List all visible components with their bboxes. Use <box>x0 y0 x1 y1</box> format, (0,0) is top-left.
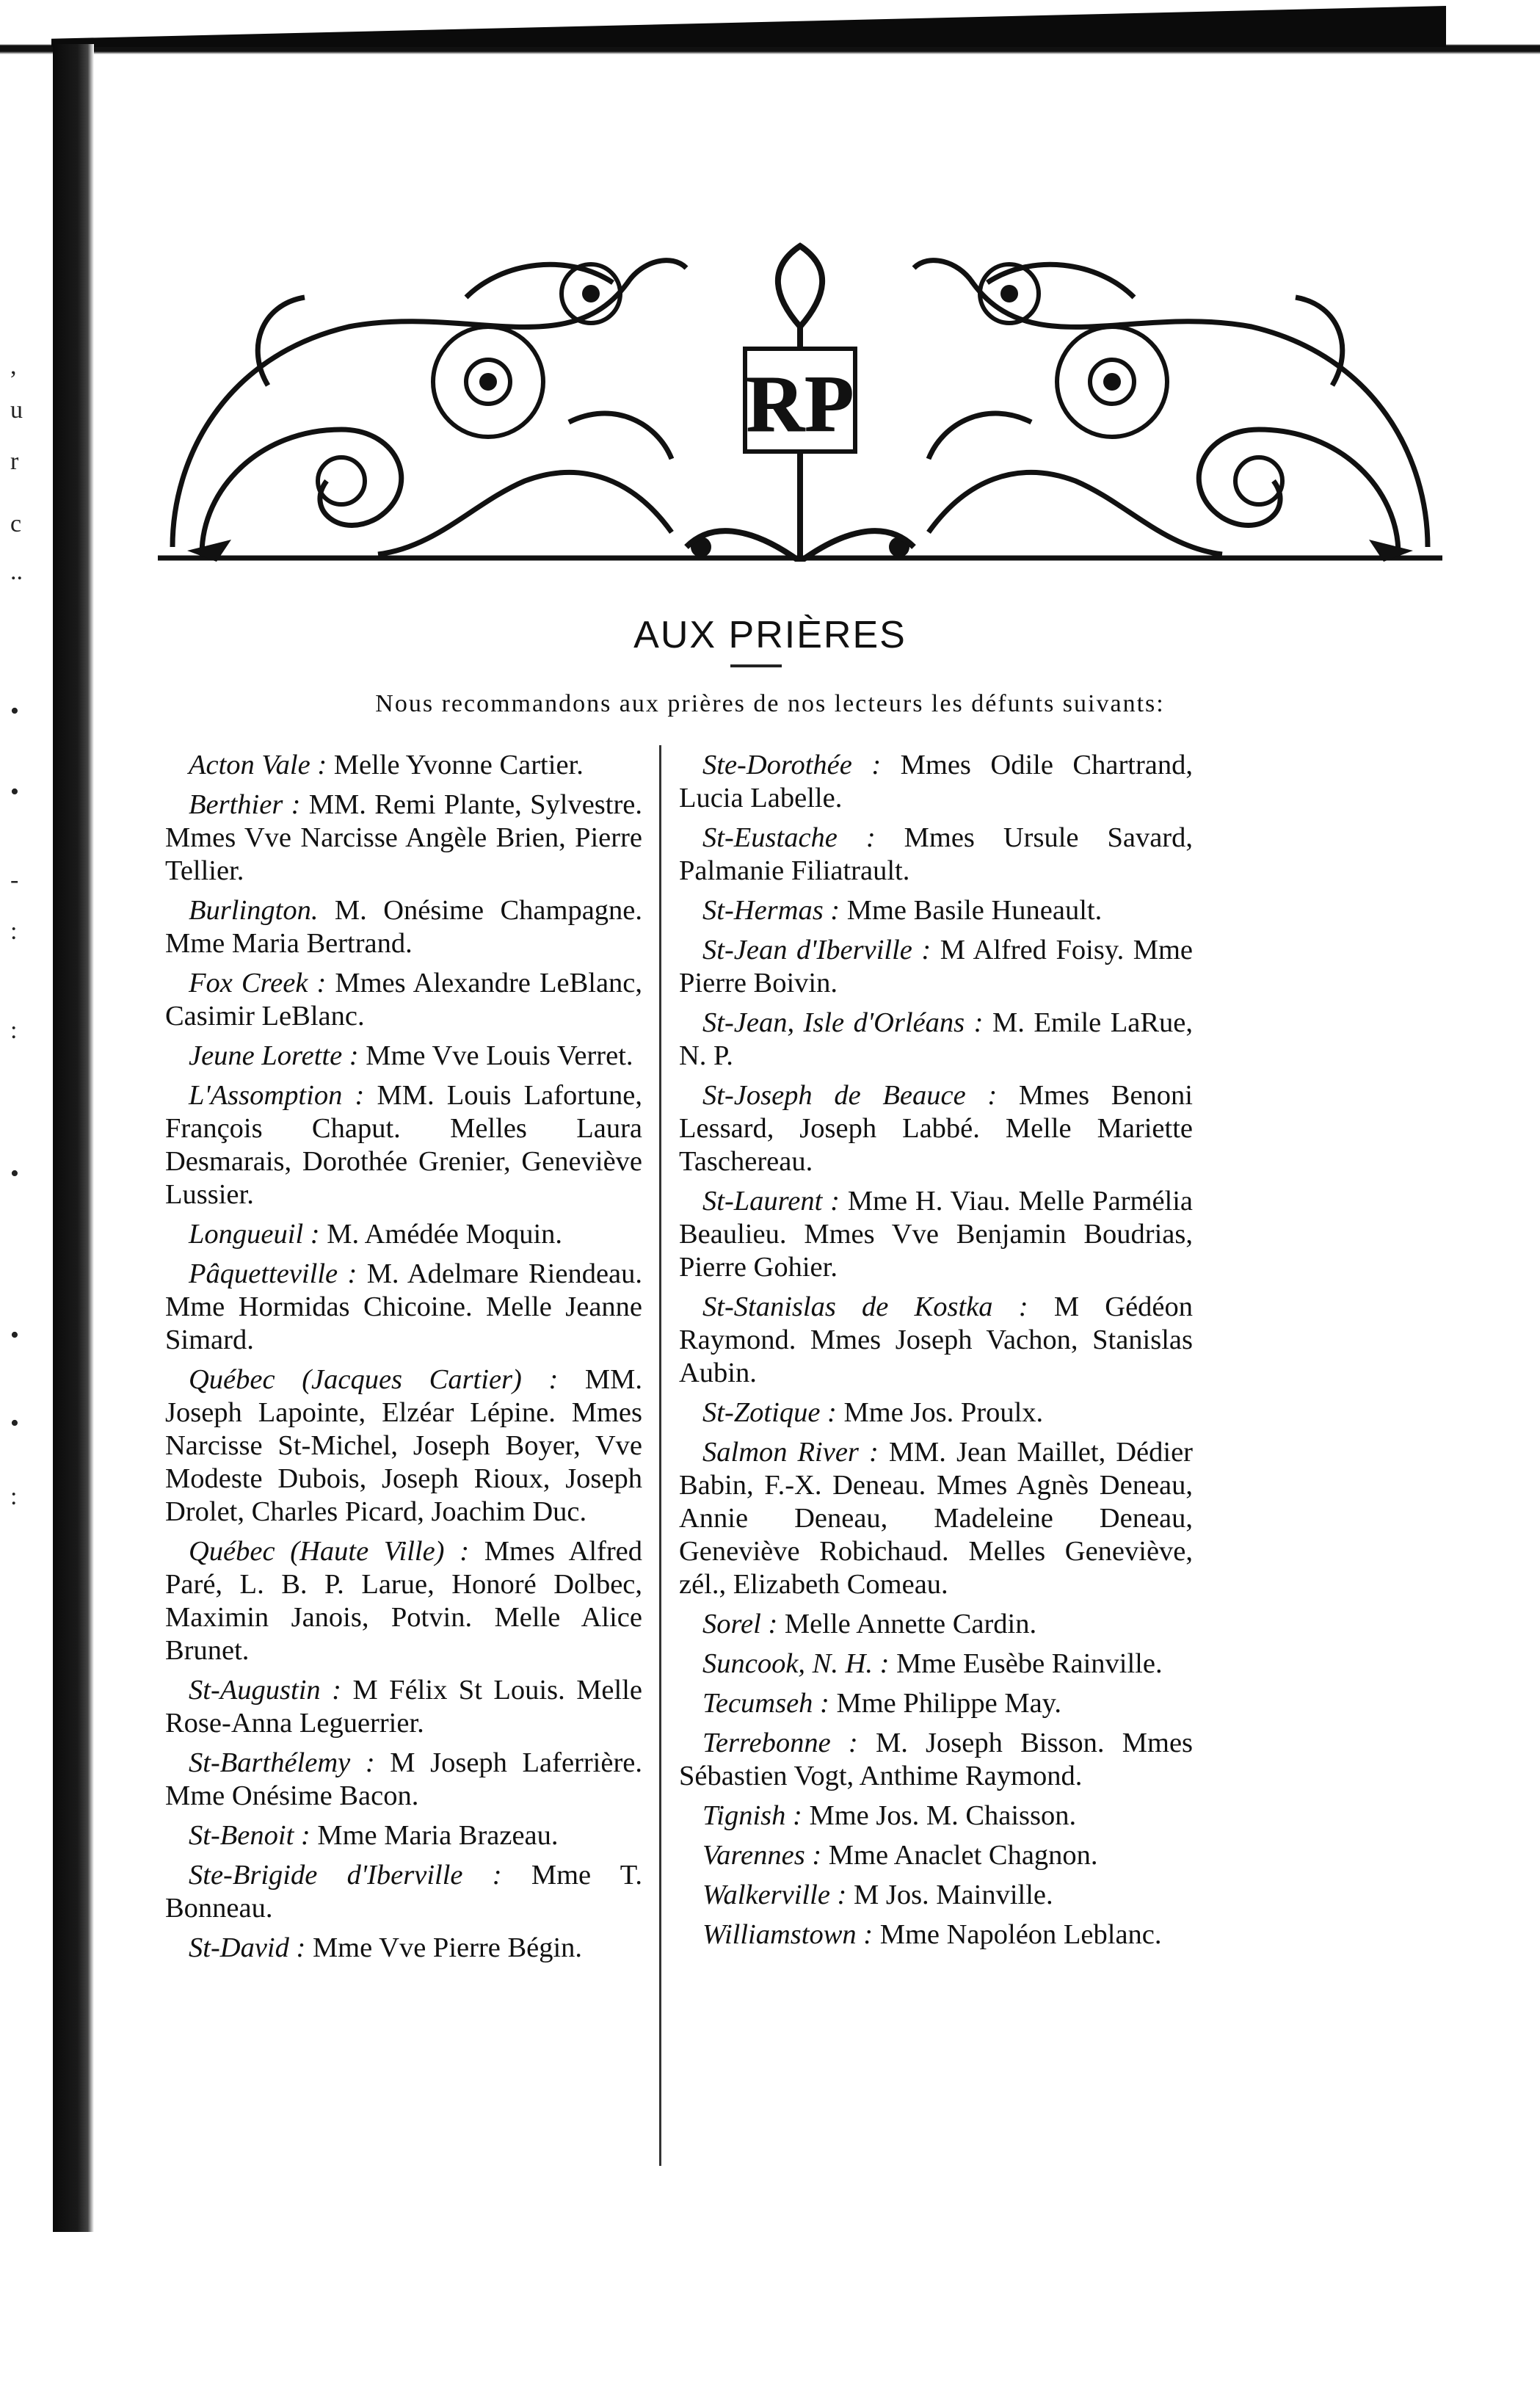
deceased-names: Mme Maria Brazeau. <box>317 1820 559 1851</box>
deceased-names: Mmes Ursule Savard, Palmanie Filiatrault. <box>679 822 1193 886</box>
obituary-entry <box>165 1535 642 1667</box>
deceased-names: Mme Vve Louis Verret. <box>366 1040 633 1071</box>
place-name: Pâquetteville : <box>189 1258 357 1289</box>
place-name: St-Laurent : <box>702 1186 840 1217</box>
margin-mark: • <box>10 697 19 725</box>
deceased-names: M Joseph Laferrière. Mme Onésime Bacon. <box>165 1747 642 1811</box>
deceased-names: Mmes Alfred Paré, L. B. P. Larue, Honoré Dolbec, Maximin Janois, Potvin. Melle Alice Brunet. <box>165 1536 642 1666</box>
obituary-entry <box>165 1079 642 1211</box>
page-title: AUX PRIÈRES <box>633 613 907 656</box>
place-name: Longueuil : <box>189 1219 320 1250</box>
obituary-entry <box>679 1839 1193 1872</box>
place-name: St-Stanislas de Kostka : <box>702 1291 1028 1322</box>
deceased-names: Melle Annette Cardin. <box>784 1609 1037 1639</box>
place-name: St-Eustache : <box>702 822 876 853</box>
obituary-entry <box>679 1687 1193 1720</box>
deceased-names: Mme Jos. Proulx. <box>843 1397 1044 1428</box>
margin-mark: • <box>10 1160 19 1187</box>
deceased-names: Mme T. Bonneau. <box>165 1860 643 1924</box>
deceased-names: M. Onésime Champagne. Mme Maria Bertrand. <box>165 895 642 959</box>
place-name: St-Benoit : <box>189 1820 310 1851</box>
floral-ornament-icon <box>158 239 1442 562</box>
obituary-entry <box>679 1648 1193 1681</box>
place-name: Québec (Haute Ville) : <box>189 1536 470 1567</box>
obituary-entry <box>165 1674 642 1740</box>
place-name: St-Hermas : <box>702 895 840 926</box>
column-divider <box>659 745 661 2166</box>
monogram: RP <box>746 359 854 449</box>
place-name: Berthier : <box>189 789 301 820</box>
place-name: Terrebonne : <box>702 1728 858 1758</box>
place-name: Walkerville : <box>702 1880 847 1910</box>
title-rule <box>730 664 782 667</box>
obituary-entry <box>165 749 642 782</box>
margin-mark: r <box>10 448 19 475</box>
obituary-entry <box>165 1258 642 1357</box>
deceased-names: Mme H. Viau. Melle Parmélia Beaulieu. Mmes Vve Benjamin Boudrias, Pierre Gohier. <box>679 1186 1194 1283</box>
place-name: Jeune Lorette : <box>189 1040 359 1071</box>
obituary-entry <box>165 1859 642 1925</box>
place-name: Acton Vale : <box>189 750 327 780</box>
deceased-names: Mme Eusèbe Rainville. <box>896 1648 1163 1679</box>
obituary-entry <box>679 1879 1193 1912</box>
obituary-entry <box>679 1800 1193 1833</box>
obituary-entry <box>165 1819 642 1852</box>
left-column <box>165 749 642 1971</box>
scan-left-shadow <box>53 44 94 2232</box>
deceased-names: Melle Yvonne Cartier. <box>333 750 584 780</box>
deceased-names: MM. Louis Lafortune, François Chaput. Melles Laura Desmarais, Dorothée Grenier, Geneviève Lussier. <box>165 1080 642 1210</box>
margin-mark: • <box>10 778 19 805</box>
right-column <box>679 749 1193 1958</box>
place-name: Salmon River : <box>702 1437 879 1468</box>
intro-text: Nous recommandons aux prières de nos lecteurs les défunts suivants: <box>375 690 1165 717</box>
obituary-entry <box>679 1185 1193 1284</box>
obituary-entry <box>679 1079 1193 1178</box>
scan-top-edge <box>0 0 1540 57</box>
obituary-entry <box>165 967 642 1033</box>
deceased-names: Mmes Benoni Lessard, Joseph Labbé. Melle Mariette Taschereau. <box>679 1080 1194 1177</box>
deceased-names: MM. Jean Maillet, Dédier Babin, F.-X. Deneau. Mmes Agnès Deneau, Annie Deneau, Madeleine Deneau, Geneviève Robichaud. Melles Geneviève, zél., Elizabeth Comeau. <box>679 1437 1194 1600</box>
deceased-names: M. Emile LaRue, N. P. <box>679 1007 1194 1071</box>
place-name: St-Augustin : <box>189 1675 341 1706</box>
obituary-entry <box>165 1747 642 1813</box>
deceased-names: Mme Basile Huneault. <box>846 895 1103 926</box>
deceased-names: Mme Philippe May. <box>836 1688 1062 1719</box>
obituary-entry <box>679 1396 1193 1429</box>
margin-mark: .. <box>10 558 23 585</box>
obituary-entry <box>679 822 1193 888</box>
margin-mark: • <box>10 1410 19 1437</box>
obituary-entry <box>679 1436 1193 1601</box>
place-name: St-Zotique : <box>702 1397 837 1428</box>
place-name: St-Jean d'Iberville : <box>702 935 931 965</box>
deceased-names: Mme Vve Pierre Bégin. <box>312 1932 583 1963</box>
margin-mark: , <box>10 352 17 380</box>
deceased-names: MM. Remi Plante, Sylvestre. Mmes Vve Narcisse Angèle Brien, Pierre Tellier. <box>165 789 643 886</box>
deceased-names: M Alfred Foisy. Mme Pierre Boivin. <box>679 935 1194 999</box>
margin-mark: : <box>10 1017 18 1044</box>
place-name: Québec (Jacques Cartier) : <box>189 1364 559 1395</box>
place-name: St-David : <box>189 1932 306 1963</box>
place-name: St-Jean, Isle d'Orléans : <box>702 1007 984 1038</box>
deceased-names: Mmes Alexandre LeBlanc, Casimir LeBlanc. <box>165 968 642 1032</box>
deceased-names: M Gédéon Raymond. Mmes Joseph Vachon, Stanislas Aubin. <box>679 1291 1193 1388</box>
obituary-entry <box>679 1007 1193 1073</box>
obituary-entry <box>679 934 1193 1000</box>
place-name: Varennes : <box>702 1840 822 1871</box>
margin-mark: - <box>10 866 19 894</box>
obituary-entry <box>679 1608 1193 1641</box>
place-name: Williamstown : <box>702 1919 873 1950</box>
place-name: Tignish : <box>702 1800 802 1831</box>
place-name: Ste-Brigide d'Iberville : <box>189 1860 502 1891</box>
place-name: L'Assomption : <box>189 1080 365 1111</box>
obituary-entry <box>679 1727 1193 1793</box>
place-name: Sorel : <box>702 1609 778 1639</box>
deceased-names: Mme Napoléon Leblanc. <box>879 1919 1162 1950</box>
deceased-names: M. Adelmare Riendeau. Mme Hormidas Chicoine. Melle Jeanne Simard. <box>165 1258 642 1355</box>
margin-mark: : <box>10 918 18 945</box>
margin-mark: c <box>10 510 22 537</box>
deceased-names: Mme Jos. M. Chaisson. <box>809 1800 1077 1831</box>
obituary-entry <box>165 1363 642 1529</box>
place-name: Suncook, N. H. : <box>702 1648 890 1679</box>
deceased-names: M. Amédée Moquin. <box>327 1219 563 1250</box>
deceased-names: M. Joseph Bisson. Mmes Sébastien Vogt, Anthime Raymond. <box>679 1728 1194 1791</box>
place-name: Fox Creek : <box>189 968 327 999</box>
place-name: Ste-Dorothée : <box>702 750 882 780</box>
obituary-entry <box>165 789 642 888</box>
place-name: Tecumseh : <box>702 1688 829 1719</box>
place-name: Burlington. <box>189 895 319 926</box>
deceased-names: MM. Joseph Lapointe, Elzéar Lépine. Mmes Narcisse St-Michel, Joseph Boyer, Vve Modeste Dubois, Joseph Rioux, Joseph Drolet, Charles Picard, Joachim Duc. <box>165 1364 642 1527</box>
place-name: St-Joseph de Beauce : <box>702 1080 998 1111</box>
margin-mark: : <box>10 1483 18 1510</box>
deceased-names: M Félix St Louis. Melle Rose-Anna Leguerrier. <box>165 1675 642 1739</box>
obituary-entry <box>679 1291 1193 1390</box>
obituary-entry <box>679 749 1193 815</box>
obituary-entry <box>165 1040 642 1073</box>
obituary-entry <box>165 894 642 960</box>
obituary-entry <box>165 1218 642 1251</box>
scan-top-shadow <box>51 6 1446 47</box>
obituary-entry <box>679 1918 1193 1951</box>
deceased-names: Mmes Odile Chartrand, Lucia Labelle. <box>679 750 1193 813</box>
obituary-entry <box>165 1932 642 1965</box>
deceased-names: Mme Anaclet Chagnon. <box>828 1840 1098 1871</box>
place-name: St-Barthélemy : <box>189 1747 375 1778</box>
obituary-entry <box>679 894 1193 927</box>
margin-mark: • <box>10 1322 19 1349</box>
margin-mark: u <box>10 396 23 424</box>
deceased-names: M Jos. Mainville. <box>853 1880 1053 1910</box>
